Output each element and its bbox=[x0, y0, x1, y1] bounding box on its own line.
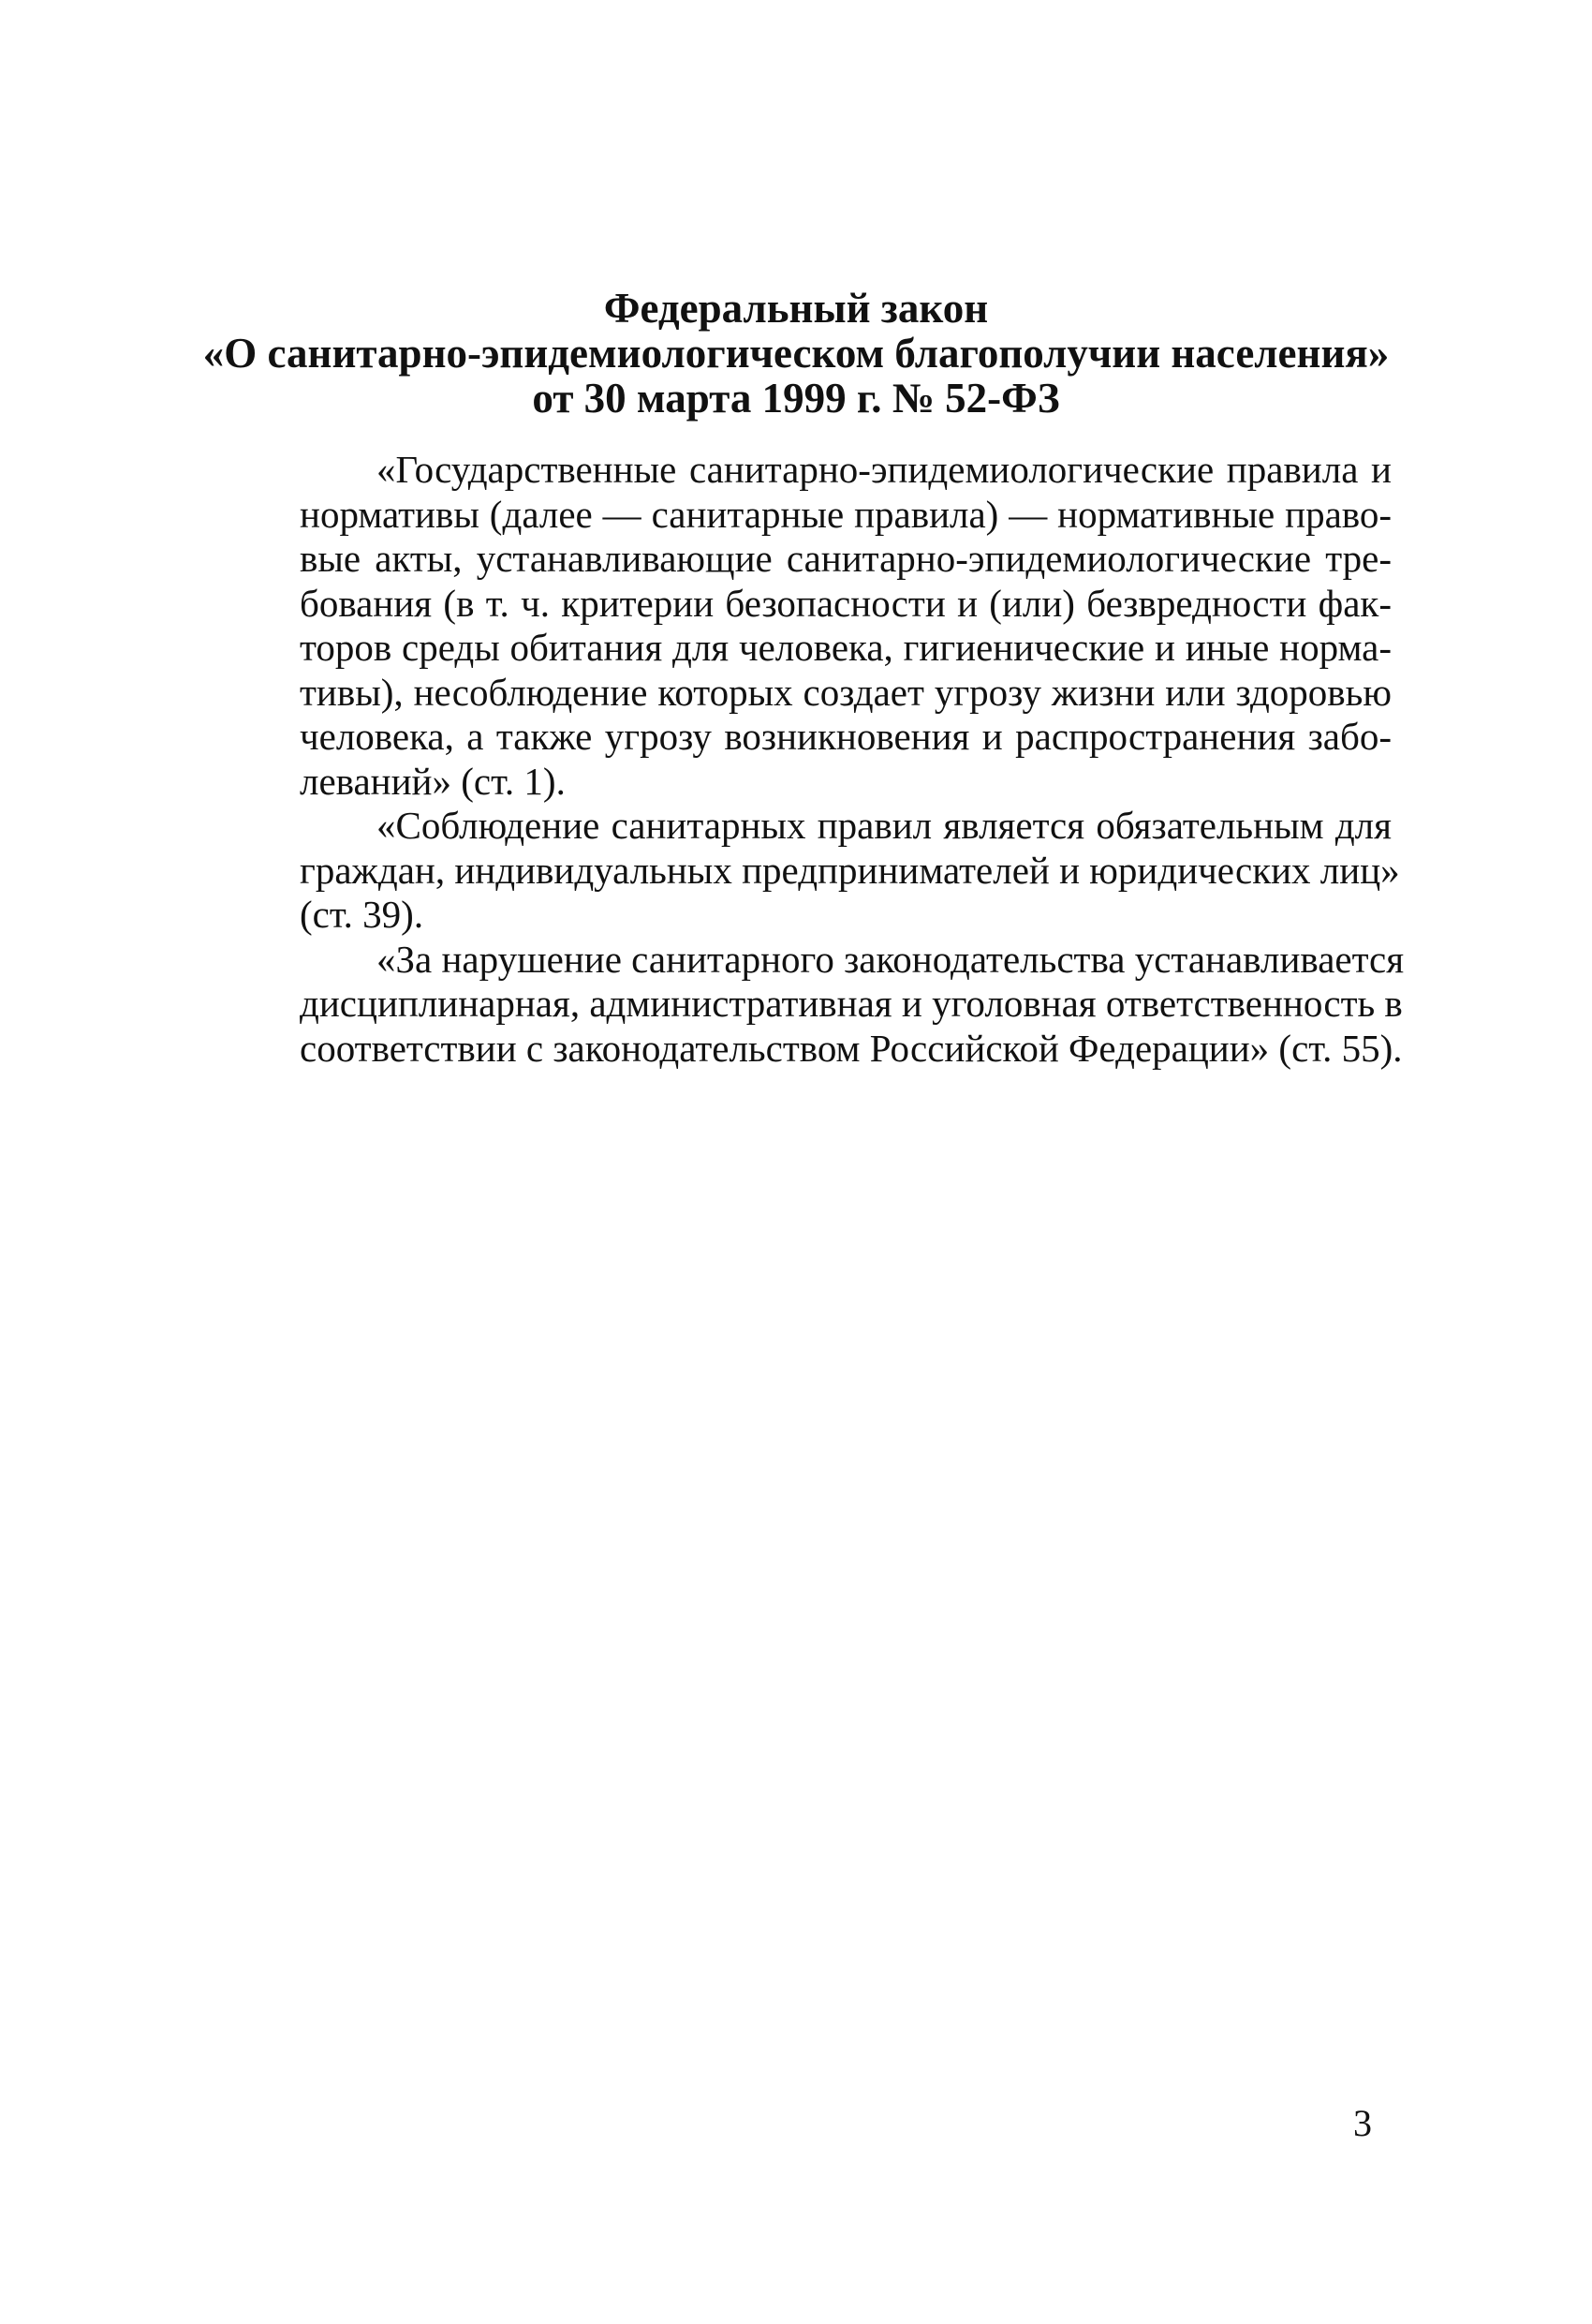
text-line: леваний» (ст. 1). bbox=[300, 759, 566, 803]
text-line: вые акты, устанавливающие санитарно-эпидемиологические тре- bbox=[300, 537, 1392, 580]
heading-law-date-number: от 30 марта 1999 г. № 52-ФЗ bbox=[532, 375, 1060, 422]
text-line: «Государственные санитарно-эпидемиологические правила и bbox=[376, 448, 1392, 491]
paragraph-compliance bbox=[223, 804, 1400, 938]
text-line: тивы), несоблюдение которых создает угрозу жизни или здоровью bbox=[300, 670, 1392, 714]
text-line: граждан, индивидуальных предпринимателей и юридических лиц» bbox=[300, 848, 1400, 892]
paragraph-definition bbox=[223, 448, 1392, 804]
text-line: «За нарушение санитарного законодательства устанавливается bbox=[376, 937, 1405, 981]
text-line: человека, а также угрозу возникновения и распространения забо- bbox=[300, 715, 1392, 758]
text-line: бования (в т. ч. критерии безопасности и (или) безвредности фак- bbox=[300, 581, 1392, 625]
text-line: торов среды обитания для человека, гигиенические и иные норма- bbox=[300, 626, 1392, 669]
document-body bbox=[223, 448, 1405, 1071]
heading-law-title: «О санитарно-эпидемиологическом благополучии населения» bbox=[202, 330, 1390, 377]
text-line: (ст. 39). bbox=[300, 893, 424, 936]
page-number: 3 bbox=[1353, 2102, 1372, 2144]
text-line: соответствии с законодательством Российской Федерации» (ст. 55). bbox=[300, 1026, 1403, 1070]
text-line: нормативы (далее — санитарные правила) — нормативные право- bbox=[300, 492, 1392, 536]
paragraph-liability bbox=[223, 937, 1405, 1072]
document-heading bbox=[150, 286, 1442, 421]
text-line: «Соблюдение санитарных правил является обязательным для bbox=[376, 804, 1392, 847]
heading-law-type: Федеральный закон bbox=[603, 285, 989, 332]
text-line: дисциплинарная, административная и уголовная ответственность в bbox=[300, 982, 1403, 1025]
